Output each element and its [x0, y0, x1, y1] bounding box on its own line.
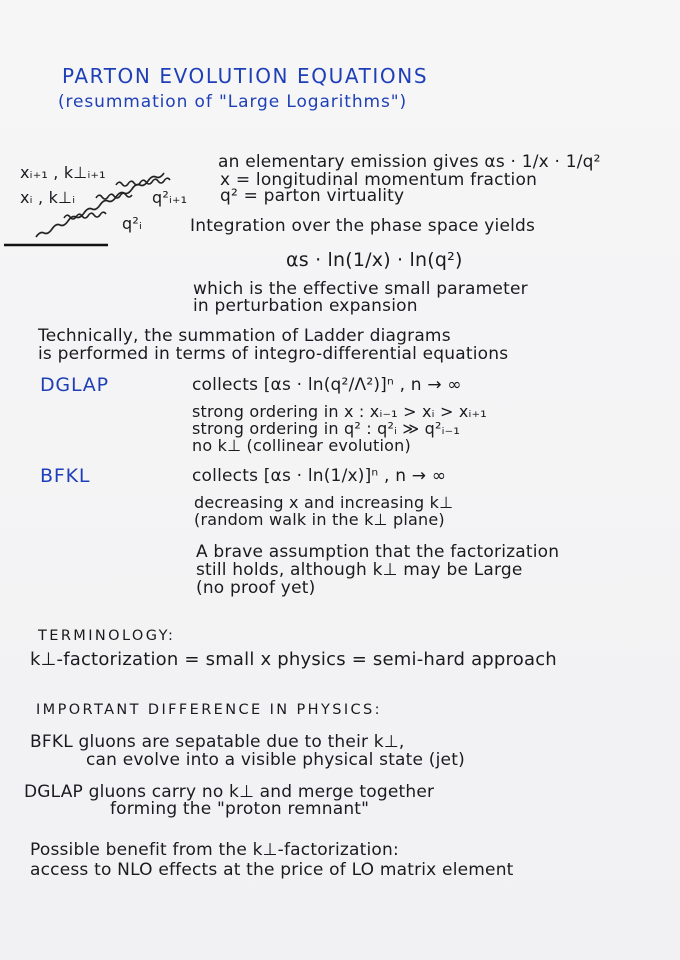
page-title: PARTON EVOLUTION EQUATIONS — [62, 64, 429, 88]
parameter-note-line2: in perturbation expansion — [193, 296, 418, 316]
benefit-line1: Possible benefit from the k⊥-factorization: — [30, 840, 399, 860]
label-xi: xᵢ , k⊥ᵢ — [20, 188, 76, 207]
difference-heading: IMPORTANT DIFFERENCE IN PHYSICS: — [36, 702, 382, 718]
label-q-lower: q²ᵢ — [122, 214, 143, 233]
label-q-upper: q²ᵢ₊₁ — [152, 188, 188, 207]
page-subtitle: (resummation of "Large Logarithms") — [58, 92, 407, 112]
bfkl-line1: decreasing x and increasing k⊥ — [194, 493, 454, 512]
integration-text: Integration over the phase space yields — [190, 216, 536, 236]
dglap-label: DGLAP — [40, 374, 109, 396]
dglap-gluons-line1: DGLAP gluons carry no k⊥ and merge together — [24, 782, 435, 802]
parameter-note-line1: which is the effective small parameter — [193, 279, 528, 299]
technically-line1: Technically, the summation of Ladder diagrams — [38, 326, 451, 346]
x-definition: x = longitudinal momentum fraction — [220, 170, 538, 190]
bfkl-collects: collects [αs · ln(1/x)]ⁿ , n → ∞ — [192, 466, 447, 486]
bfkl-brave2: still holds, although k⊥ may be Large — [196, 560, 523, 580]
effective-parameter-formula: αs · ln(1/x) · ln(q²) — [286, 249, 463, 271]
bfkl-gluons-line2: can evolve into a visible physical state (jet) — [86, 750, 465, 770]
dglap-ordering-x: strong ordering in x : xᵢ₋₁ > xᵢ > xᵢ₊₁ — [192, 402, 487, 421]
dglap-collects: collects [αs · ln(q²/Λ²)]ⁿ , n → ∞ — [192, 375, 462, 395]
bfkl-line2: (random walk in the k⊥ plane) — [194, 510, 445, 529]
dglap-no-kt: no k⊥ (collinear evolution) — [192, 436, 411, 455]
benefit-line2: access to NLO effects at the price of LO matrix element — [30, 860, 514, 880]
emitted-gluon-lower — [64, 212, 106, 219]
dglap-ordering-q2: strong ordering in q² : q²ᵢ ≫ q²ᵢ₋₁ — [192, 419, 460, 438]
label-xi-plus-1: xᵢ₊₁ , k⊥ᵢ₊₁ — [20, 163, 106, 182]
bfkl-brave3: (no proof yet) — [196, 578, 316, 598]
technically-line2: is performed in terms of integro-differential equations — [38, 344, 509, 364]
dglap-gluons-line2: forming the "proton remnant" — [110, 799, 370, 819]
terminology-heading: TERMINOLOGY: — [38, 628, 176, 644]
q2-definition: q² = parton virtuality — [220, 186, 405, 206]
terminology-line: k⊥-factorization = small x physics = semi-hard approach — [30, 649, 557, 670]
emission-line: an elementary emission gives αs · 1/x · 1/q² — [218, 152, 601, 172]
bfkl-brave1: A brave assumption that the factorization — [196, 542, 560, 562]
bfkl-label: BFKL — [40, 465, 91, 487]
bfkl-gluons-line1: BFKL gluons are sepatable due to their k⊥, — [30, 732, 405, 752]
